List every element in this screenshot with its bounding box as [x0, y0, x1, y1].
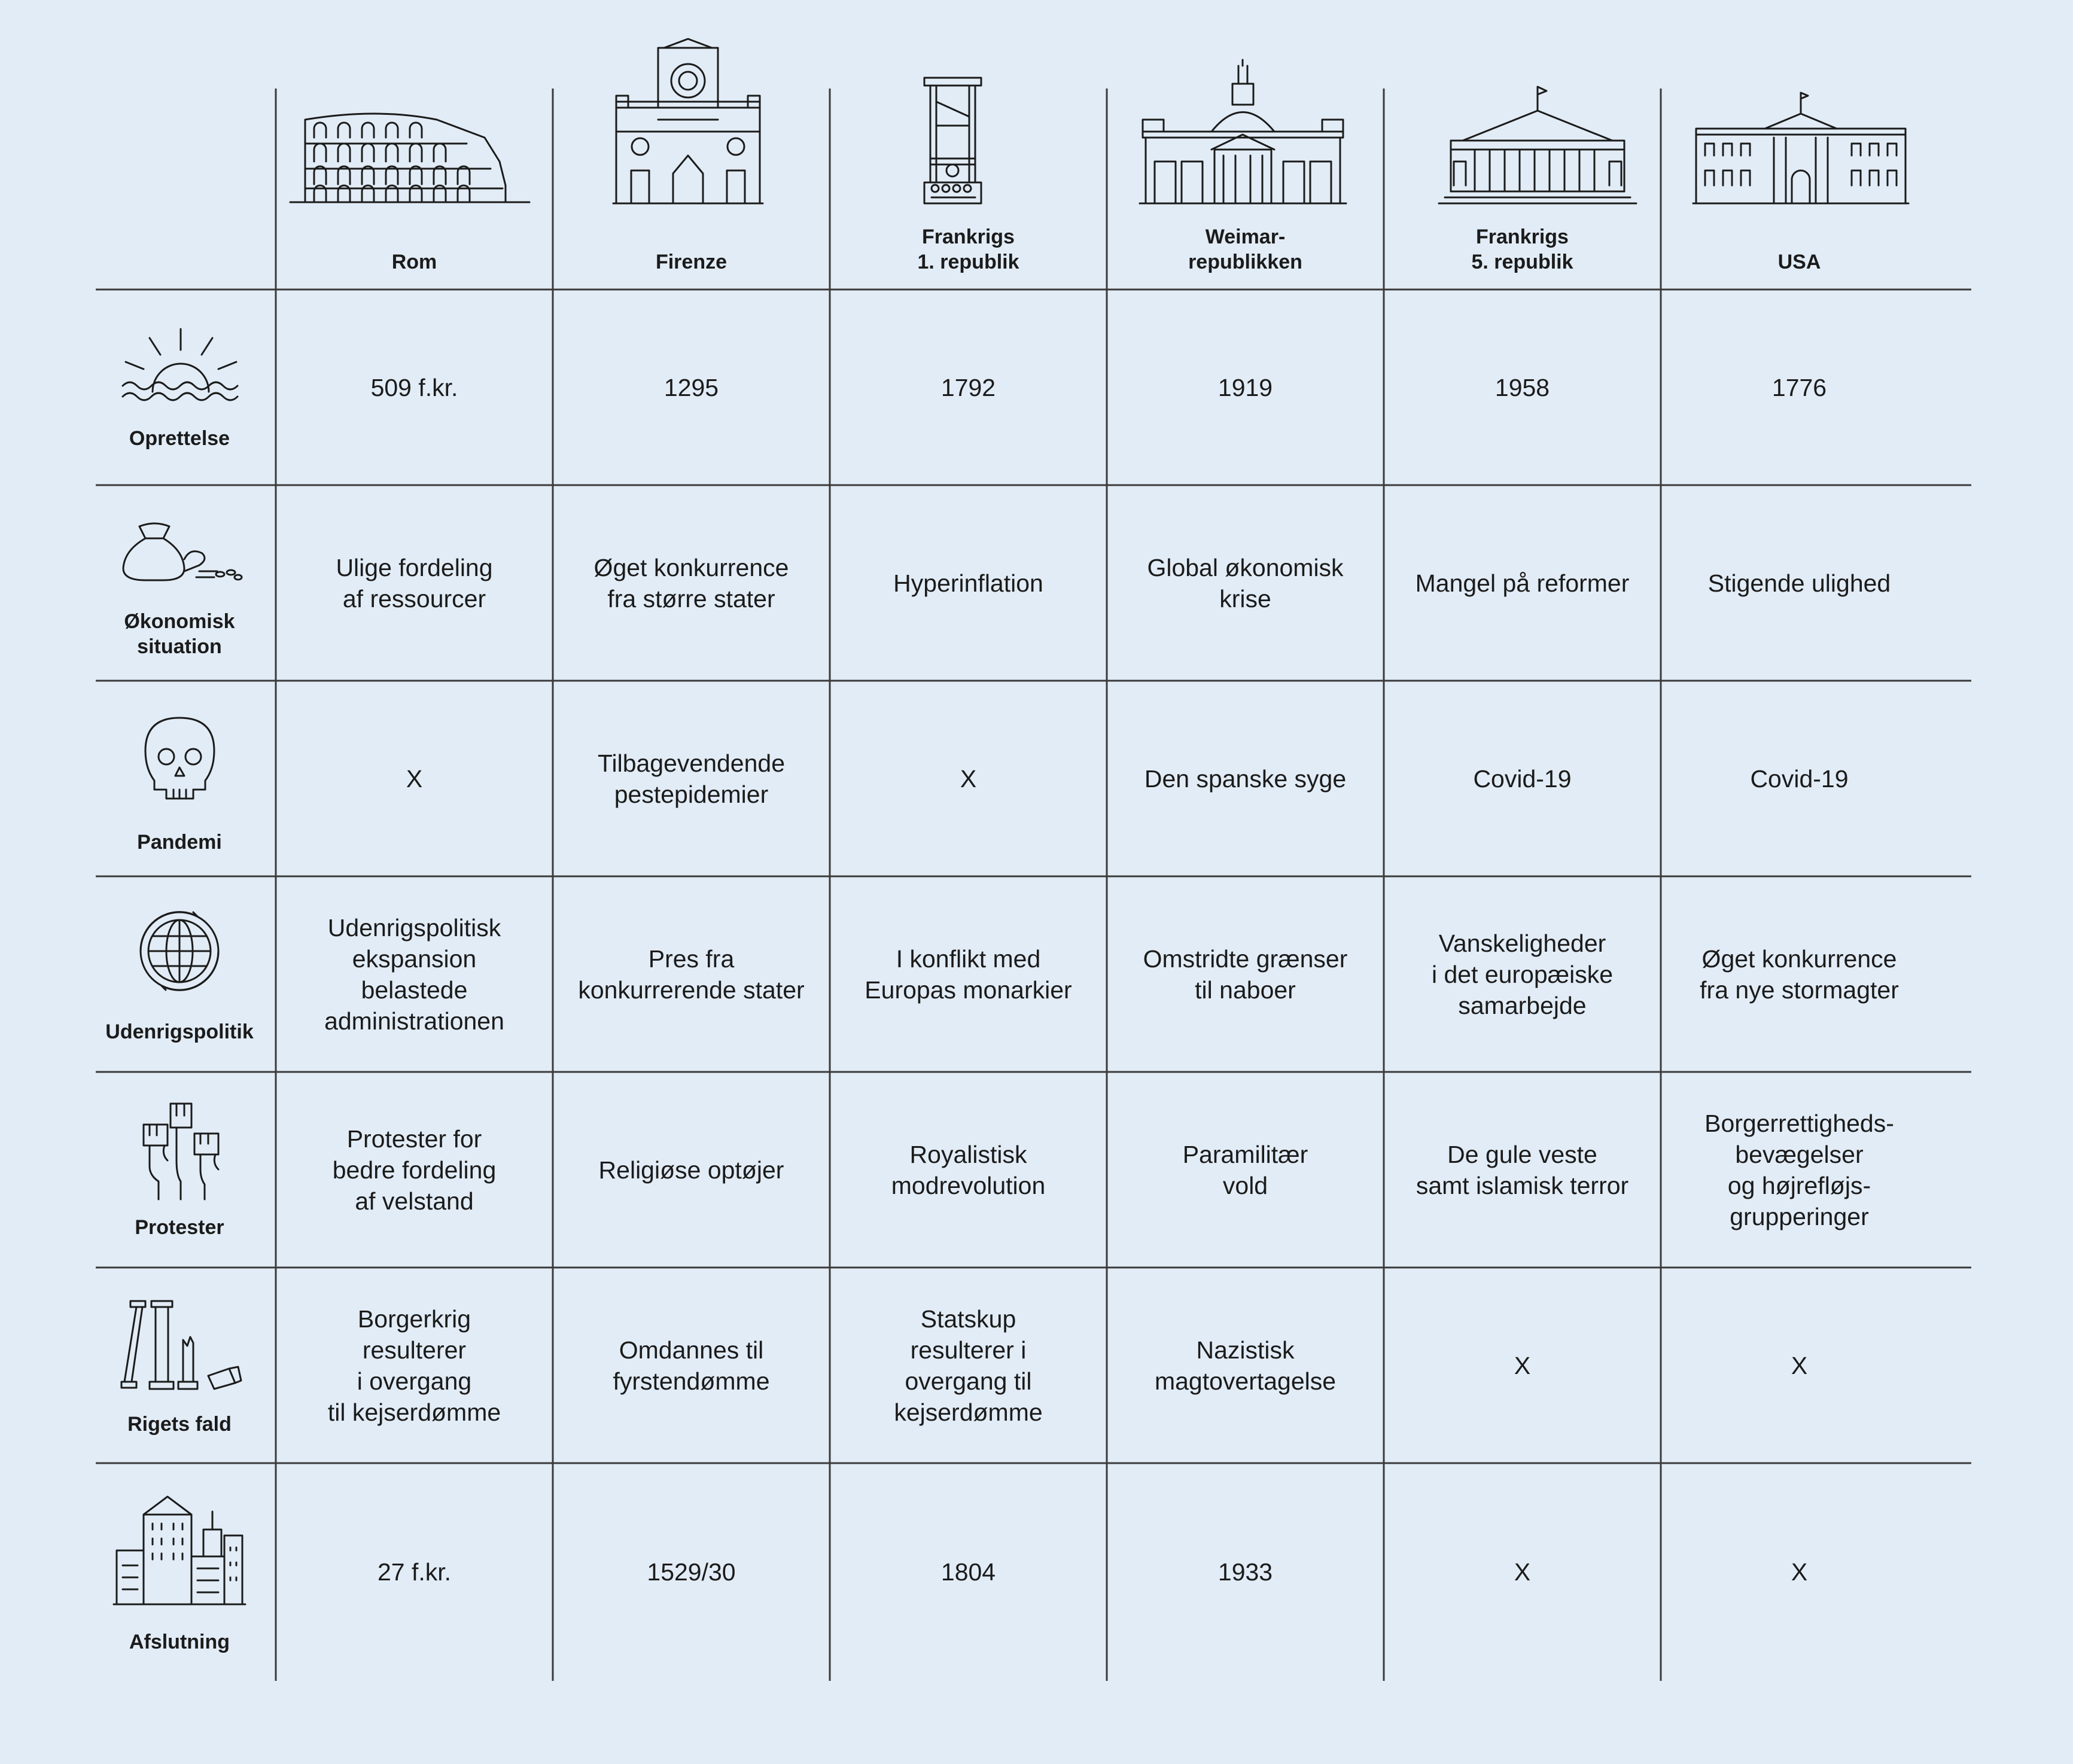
table-cell: Statskup resulterer i overgang til kejserdømme — [894, 1305, 1043, 1426]
table-cell: Mangel på reformer — [1415, 569, 1630, 597]
palazzo-icon — [610, 36, 766, 206]
table-cell: Borgerkrig resulterer i overgang til kejserdømme — [327, 1305, 501, 1426]
table-cell: 1529/30 — [647, 1558, 736, 1586]
table-cell: Øget konkurrence fra nye stormagter — [1700, 945, 1899, 1004]
table-cell: X — [1514, 1351, 1531, 1379]
money-bag-icon — [118, 517, 244, 583]
column-header-frankrigs-5-republik: Frankrigs 5. republik — [1471, 226, 1573, 273]
guillotine-icon — [918, 75, 987, 206]
table-cell: 1776 — [1771, 373, 1827, 401]
white-house-icon — [1693, 90, 1908, 206]
column-header-frankrigs-1-republik: Frankrigs 1. republik — [917, 226, 1019, 273]
table-cell: 1919 — [1217, 373, 1273, 401]
table-cell: Hyperinflation — [893, 569, 1043, 597]
table-cell: Religiøse optøjer — [598, 1156, 784, 1184]
table-cell: Royalistisk modrevolution — [891, 1140, 1046, 1199]
sunrise-icon — [120, 326, 242, 404]
table-cell: Covid-19 — [1750, 764, 1849, 793]
broken-columns-icon — [118, 1298, 244, 1394]
table-cell: Øget konkurrence fra større stater — [593, 553, 789, 613]
table-cell: Stigende ulighed — [1707, 569, 1891, 597]
table-cell: Den spanske syge — [1144, 764, 1347, 793]
table-cell: X — [960, 764, 977, 793]
table-cell: Covid-19 — [1473, 764, 1572, 793]
table-cell: Tilbagevendende pestepidemier — [597, 749, 786, 808]
globe-icon — [129, 900, 230, 1002]
table-cell: I konflikt med Europas monarkier — [864, 945, 1072, 1004]
table-cell: Omdannes til fyrstendømme — [613, 1336, 770, 1395]
table-cell: De gule veste samt islamisk terror — [1416, 1140, 1629, 1199]
table-cell: Pres fra konkurrerende stater — [578, 945, 805, 1004]
table-cell: Vanskeligheder i det europæiske samarbejde — [1431, 929, 1614, 1019]
row-header-okonomisk-situation: Økonomisk situation — [124, 610, 235, 658]
table-cell: X — [1514, 1558, 1531, 1586]
table-cell: 1933 — [1217, 1558, 1273, 1586]
column-header-usa: USA — [1777, 251, 1821, 273]
table-cell: Omstridte grænser til naboer — [1143, 945, 1348, 1004]
column-header-firenze: Firenze — [655, 251, 727, 273]
table-cell: Paramilitær vold — [1182, 1140, 1308, 1199]
city-buildings-icon — [114, 1494, 245, 1607]
column-header-weimar: Weimar- republikken — [1188, 226, 1302, 273]
colosseum-icon — [287, 102, 532, 206]
fists-icon — [138, 1101, 224, 1202]
table-cell: Protester for bedre fordeling af velstand — [332, 1125, 497, 1215]
table-cell: X — [406, 764, 423, 793]
table-cell: 1958 — [1494, 373, 1550, 401]
row-header-rigets-fald: Rigets fald — [127, 1413, 232, 1436]
table-cell: 1804 — [940, 1558, 996, 1586]
table-cell: Nazistisk magtovertagelse — [1154, 1336, 1337, 1395]
row-header-pandemi: Pandemi — [137, 831, 222, 854]
table-cell: Udenrigspolitisk ekspansion belastede administrationen — [324, 913, 504, 1035]
table-cell: 509 f.kr. — [370, 373, 458, 401]
skull-icon — [142, 715, 217, 802]
table-cell: X — [1791, 1558, 1808, 1586]
table-cell: 1792 — [940, 373, 996, 401]
table-cell: Borgerrettigheds- bevægelser og højrefløjs- grupperinger — [1704, 1109, 1894, 1230]
row-header-protester: Protester — [135, 1216, 224, 1239]
assembly-icon — [1439, 84, 1636, 206]
row-header-oprettelse: Oprettelse — [129, 427, 230, 450]
table-cell: 27 f.kr. — [377, 1558, 452, 1586]
reichstag-icon — [1140, 60, 1346, 206]
table-cell: Ulige fordeling af ressourcer — [336, 553, 493, 613]
row-header-udenrigspolitik: Udenrigspolitik — [105, 1020, 254, 1043]
table-cell: X — [1791, 1351, 1808, 1379]
row-header-afslutning: Afslutning — [129, 1631, 230, 1653]
column-header-rom: Rom — [391, 251, 437, 273]
table-cell: Global økonomisk krise — [1147, 553, 1344, 613]
table-cell: 1295 — [663, 373, 719, 401]
